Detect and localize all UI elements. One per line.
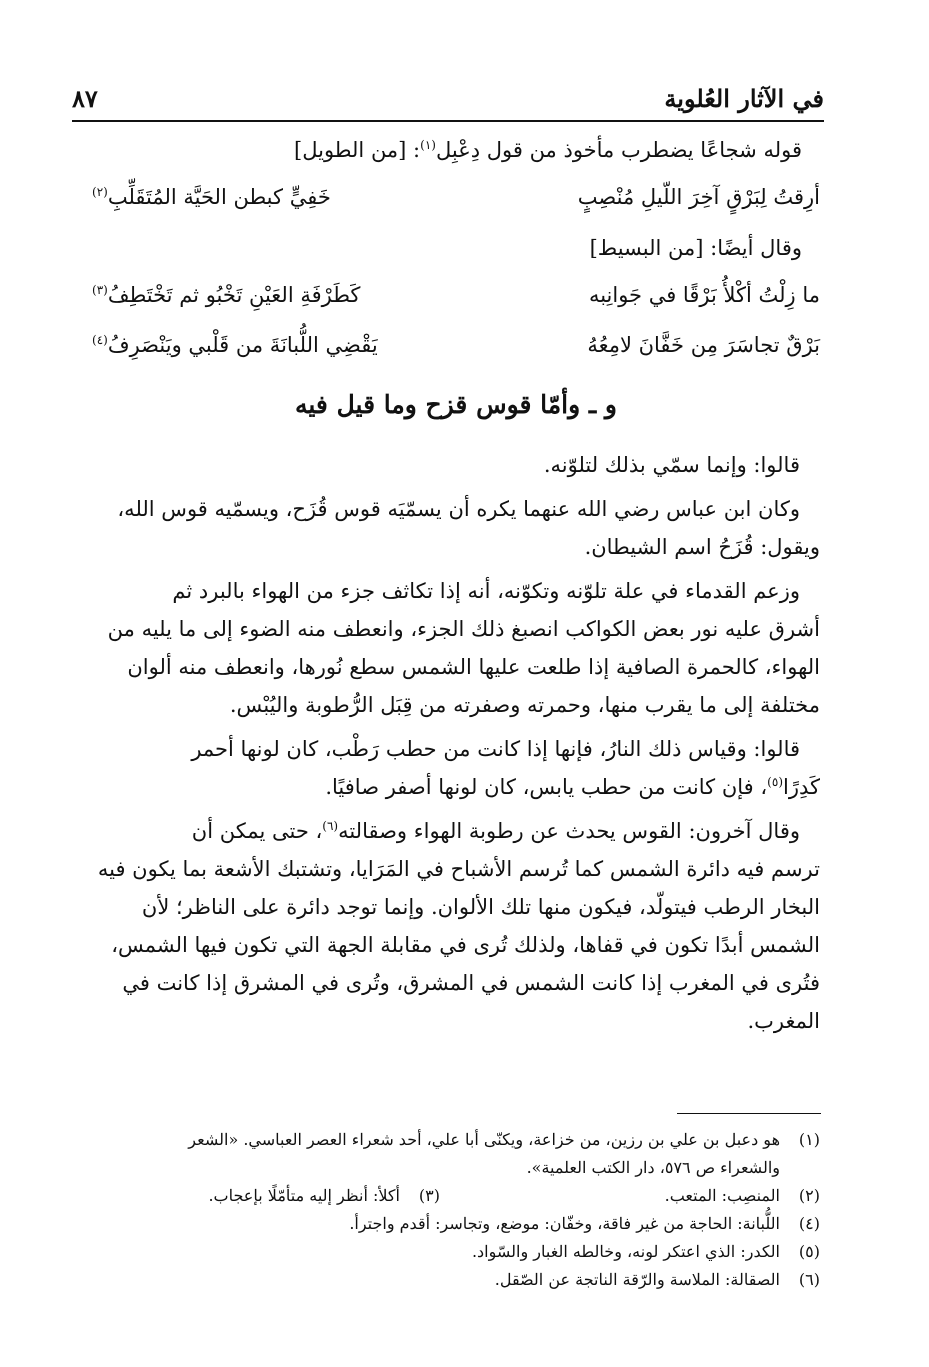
footnote-6: (٦) الصقالة: الملاسة والرّقة الناتجة عن الصّقل.: [92, 1266, 820, 1294]
footnote-number: (٦): [798, 1270, 820, 1289]
paragraph: قالوا: وإنما سمّي بذلك لتلوّنه.: [543, 453, 800, 477]
footnote-row: [92, 1182, 820, 1210]
paragraph: قالوا: وقياس ذلك النارُ، فإنها إذا كانت من حطب رَطْب، كان لونها أحمر كَدِرًا$^{(٥)}$، فإن كانت من حطب يابس، كان لونها أصفر صافيًا.: [191, 737, 820, 799]
footnote-number: (٤): [798, 1214, 820, 1233]
section-heading: و ـ وأمّا قوس قزح وما قيل فيه: [294, 390, 618, 419]
footnote-1: (١) هو دعبل بن علي بن رزين، من خزاعة، ويكنّى أبا علي، أحد شعراء العصر العباسي. «الشعر والشعراء ص ٥٧٦، دار الكتب العلمية».: [92, 1126, 820, 1182]
footnotes: [92, 1126, 820, 1294]
main-text: [92, 128, 820, 1040]
poem-intro: قوله شجاعًا يضطرب مأخوذ من قول دِعْبِل$^{(١)}$: [من الطويل]: [294, 138, 802, 162]
footnote-ref-1[interactable]: (١): [420, 138, 436, 152]
verse-second-hemistich: يَقْضِي اللُّبانَةَ من قَلْبي ويَنْصَرِفُ$^{(٤)}$: [92, 333, 378, 357]
verse-second-hemistich: خَفِيٍّ كبطن الحَيَّة المُتَقَلِّبِ$^{(٢)}$: [92, 185, 331, 209]
footnote-ref-4[interactable]: (٤): [92, 333, 108, 347]
footnote-separator: [677, 1113, 821, 1114]
verse-first-hemistich: بَرْقٌ تجاسَرَ مِن خَفَّانَ لامِعُهُ: [587, 333, 820, 357]
poem-intro: وقال أيضًا: [من البسيط]: [589, 236, 802, 260]
verse-first-hemistich: أرِقتُ لِبَرْقٍ آخِرَ اللّيلِ مُنْصِبٍ: [577, 185, 820, 209]
verse: [92, 320, 820, 370]
verse: [92, 270, 820, 320]
verse: [92, 172, 820, 222]
verse-second-hemistich: كَطَرْفَةِ العَيْنِ تَخْبُو ثم تَخْتَطِفُ$^{(٣)}$: [92, 283, 361, 307]
header-rule: [72, 120, 824, 122]
footnote-4: (٤) اللُّبانة: الحاجة من غير فاقة، وخفّان: موضع، وتجاسر: أقدم واجترأ.: [92, 1210, 820, 1238]
footnote-number: (١): [798, 1130, 820, 1149]
paragraph: وزعم القدماء في علة تلوّنه وتكوّنه، أنه إذا تكاثف جزء من الهواء بالبرد ثم أشرق عليه نور بعض الكواكب انصبغ ذلك الجزء، وانعطف منه الضوء إلى ما يليه من الهواء، كالحمرة الصافية إذا طلعت عليها الشمس سطع نُورها، وانعطف منه ألوان مختلفة إلى ما يقرب منها، وحمرته وصفرته من قِبَل الرُّطوبة واليُبْس.: [107, 579, 820, 717]
page-number: ٨٧: [72, 84, 98, 113]
running-title: في الآثار العُلوية: [664, 84, 824, 113]
footnote-ref-2[interactable]: (٢): [92, 185, 108, 199]
footnote-5: (٥) الكدر: الذي اعتكر لونه، وخالطه الغبار والسّواد.: [92, 1238, 820, 1266]
verse-first-hemistich: ما زِلْتُ أكْلأُ بَرْقًا في جَوانِبه: [588, 283, 820, 307]
footnote-2: (٢) المنصِب: المتعب.: [440, 1182, 820, 1210]
footnote-ref-3[interactable]: (٣): [92, 283, 108, 297]
footnote-number: (٥): [798, 1242, 820, 1261]
running-header: [72, 84, 824, 120]
paragraph: وقال آخرون: القوس يحدث عن رطوبة الهواء وصقالته$^{(٦)}$، حتى يمكن أن ترسم فيه دائرة الشمس كما تُرسم الأشباح في المَرَايا، وتشتبك الأشعة بما يكون فيه البخار الرطب فيتولّد، فيكون منها تلك الألوان. وإنما توجد دائرة على الناظر؛ لأن الشمس أبدًا تكون في قفاها، ولذلك تُرى في مقابلة الجهة التي تكون فيها الشمس، فتُرى في المغرب إذا كانت الشمس في المشرق، وتُرى في المشرق إذا كانت في المغرب.: [97, 819, 820, 1033]
footnote-3: (٣) أكلأ: أنظر إليه متأمّلًا بإعجاب.: [208, 1182, 440, 1210]
paragraph: وكان ابن عباس رضي الله عنهما يكره أن يسمّيَه قوس قُزَح، ويسمّيه قوس الله، ويقول: قُزَحُ اسم الشيطان.: [117, 497, 820, 559]
footnote-ref-6[interactable]: (٦): [322, 819, 339, 833]
footnote-number: (٢): [798, 1186, 820, 1205]
footnote-number: (٣): [418, 1186, 440, 1205]
footnote-ref-5[interactable]: (٥): [767, 775, 783, 789]
